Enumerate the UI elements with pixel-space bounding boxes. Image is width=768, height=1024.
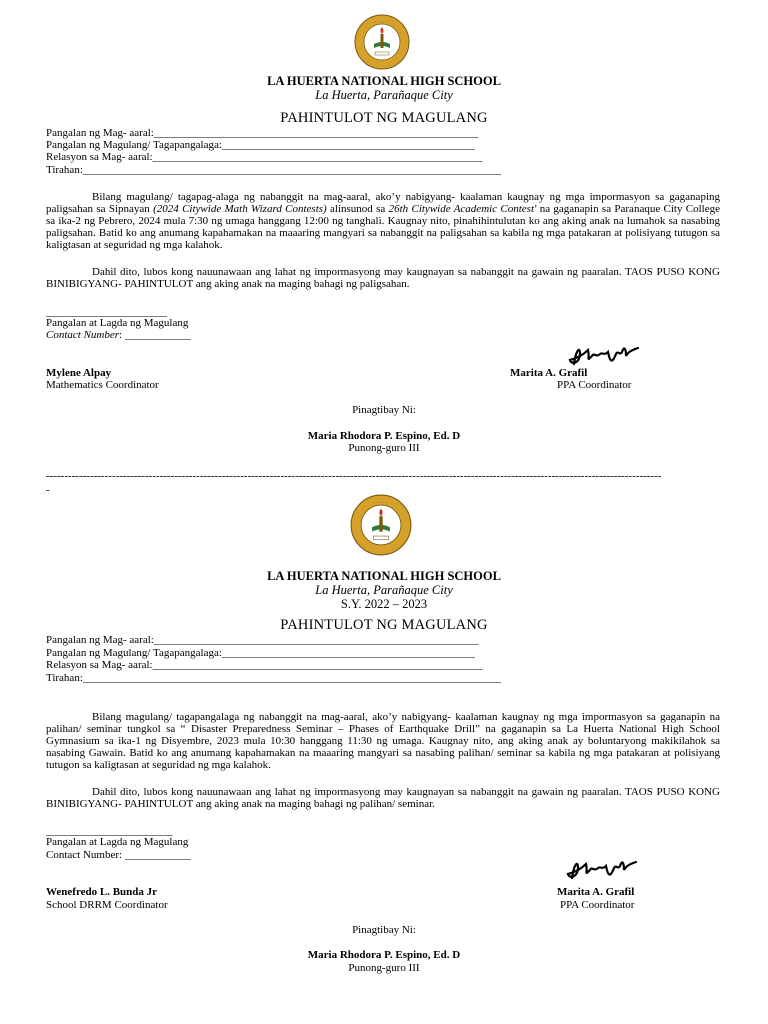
cut-line-tail: - [46,484,50,496]
svg-text:· · · · · ·: · · · · · · [375,19,389,24]
coordinator-left-name: Mylene Alpay [46,367,112,379]
school-seal-logo [350,494,412,556]
attested-by-label: Pinagtibay Ni: [352,924,416,936]
consent-paragraph: Bilang magulang/ tagapag-alaga ng nabanggit na mag-aaral, ako’y nabigyang- kaalaman kaugnay ng mga impormasyon sa gaganaping paligsahan sa Sipnayan (2024 Citywide Math Wizard Contests) alinsunod sa 26th Citywide Academic Contest' na gaganapin sa Paranaque City College sa ika-2 ng Pebrero, 2024 mula 7:30 ng umaga hanggang 12:00 ng tanghali. Kaugnay nito, pinahihintulutan ko ang aking anak na lumahok sa nasabing paligsahan. Batid ko ang anumang kapahamakan na maaaring mangyari sa nabanggit na paligsahan sa kabila ng mga patakaran at polisiyang tutugon sa kaligtasan at seguridad ng mga kalahok. [46,191,721,251]
field-student-name: Pangalan ng Mag- aaral:___________________________________________________________ [46,127,479,139]
field-parent-name: Pangalan ng Magulang/ Tagapangalaga:______________________________________________ [46,139,475,151]
signature-graphic [564,856,640,882]
field-parent-name: Pangalan ng Magulang/ Tagapangalaga:______________________________________________ [46,647,475,659]
school-name: LA HUERTA NATIONAL HIGH SCHOOL [267,74,501,88]
coordinator-right-name: Marita A. Grafil [557,886,635,898]
field-student-name: Pangalan ng Mag- aaral:___________________________________________________________ [46,634,479,646]
principal-role: Punong-guro III [348,442,420,454]
cut-line-divider: ------------------------------------------------------------------------------------------------------------------------------------------------------------------------ [46,470,662,482]
coordinator-left-role: School DRRM Coordinator [46,899,168,911]
coordinator-left-role: Mathematics Coordinator [46,379,159,391]
principal-role: Punong-guro III [348,962,420,974]
school-year: S.Y. 2022 – 2023 [340,597,428,611]
agreement-paragraph: Dahil dito, lubos kong nauunawaan ang lahat ng impormasyong may kaugnayan sa nabanggit na gawain ng paaralan. TAOS PUSO KONG BINIBIGYANG- PAHINTULOT ang aking anak na maging bahagi ng palihan/ seminar. [46,786,720,810]
contact-number: Contact Number: ____________ [46,849,191,861]
attested-by-label: Pinagtibay Ni: [352,404,416,416]
field-address: Tirahan:____________________________________________________________________________ [46,164,501,176]
principal-name: Maria Rhodora P. Espino, Ed. D [307,430,461,442]
agreement-paragraph: Dahil dito, lubos kong nauunawaan ang lahat ng impormasyong may kaugnayan sa nabanggit na gawain ng paaralan. TAOS PUSO KONG BINIBIGYANG- PAHINTULOT ang aking anak na maging bahagi ng paligsahan. [46,266,720,290]
coordinator-right-role: PPA Coordinator [557,379,632,391]
coordinator-right-role: PPA Coordinator [560,899,635,911]
field-address: Tirahan:____________________________________________________________________________ [46,672,501,684]
principal-name: Maria Rhodora P. Espino, Ed. D [307,949,461,961]
contact-number: Contact Number: ____________ [46,329,191,341]
school-city: La Huerta, Parañaque City [315,88,453,102]
coordinator-right-name: Marita A. Grafil [510,367,588,379]
school-seal-logo [354,14,410,70]
form-title: PAHINTULOT NG MAGULANG [280,110,488,126]
school-city: La Huerta, Parañaque City [315,583,453,597]
form-title: PAHINTULOT NG MAGULANG [280,617,488,633]
coordinator-left-name: Wenefredo L. Bunda Jr [46,886,158,898]
signature-label: Pangalan at Lagda ng Magulang [46,317,189,329]
svg-text:· · · · · ·: · · · · · · [373,500,389,506]
school-name: LA HUERTA NATIONAL HIGH SCHOOL [267,569,501,583]
signature-line: ______________________ [46,306,167,318]
consent-paragraph: Bilang magulang/ tagapangalaga ng nabanggit na mag-aaral, ako’y nabigyang- kaalaman kaugnay ng mga impormasyon sa gaganapin na palihan/ seminar tungkol sa “ Disaster Preparedness Seminar – Phases of Earthquake Drill” na gaganapin sa La Huerta National High School Gymnasium sa ika-1 ng Disyembre, 2023 mula 10:30 hanggang 11:30 ng umaga. Kaugnay nito, ang aking anak ay boluntaryong makikilahok sa nasabing Gawain. Batid ko ang anumang kapahamakan na maaaring mangyari sa nasabing palihan/ seminar sa kabila ng mga patakaran at polisiyang tutugon sa kaligtasan at seguridad ng mga kalahok. [46,711,720,771]
field-relationship: Relasyon sa Mag- aaral:____________________________________________________________ [46,659,483,671]
signature-line: _______________________ [46,825,173,837]
signature-label: Pangalan at Lagda ng Magulang [46,836,189,848]
signature-graphic [566,342,642,368]
field-relationship: Relasyon sa Mag- aaral:____________________________________________________________ [46,151,483,163]
